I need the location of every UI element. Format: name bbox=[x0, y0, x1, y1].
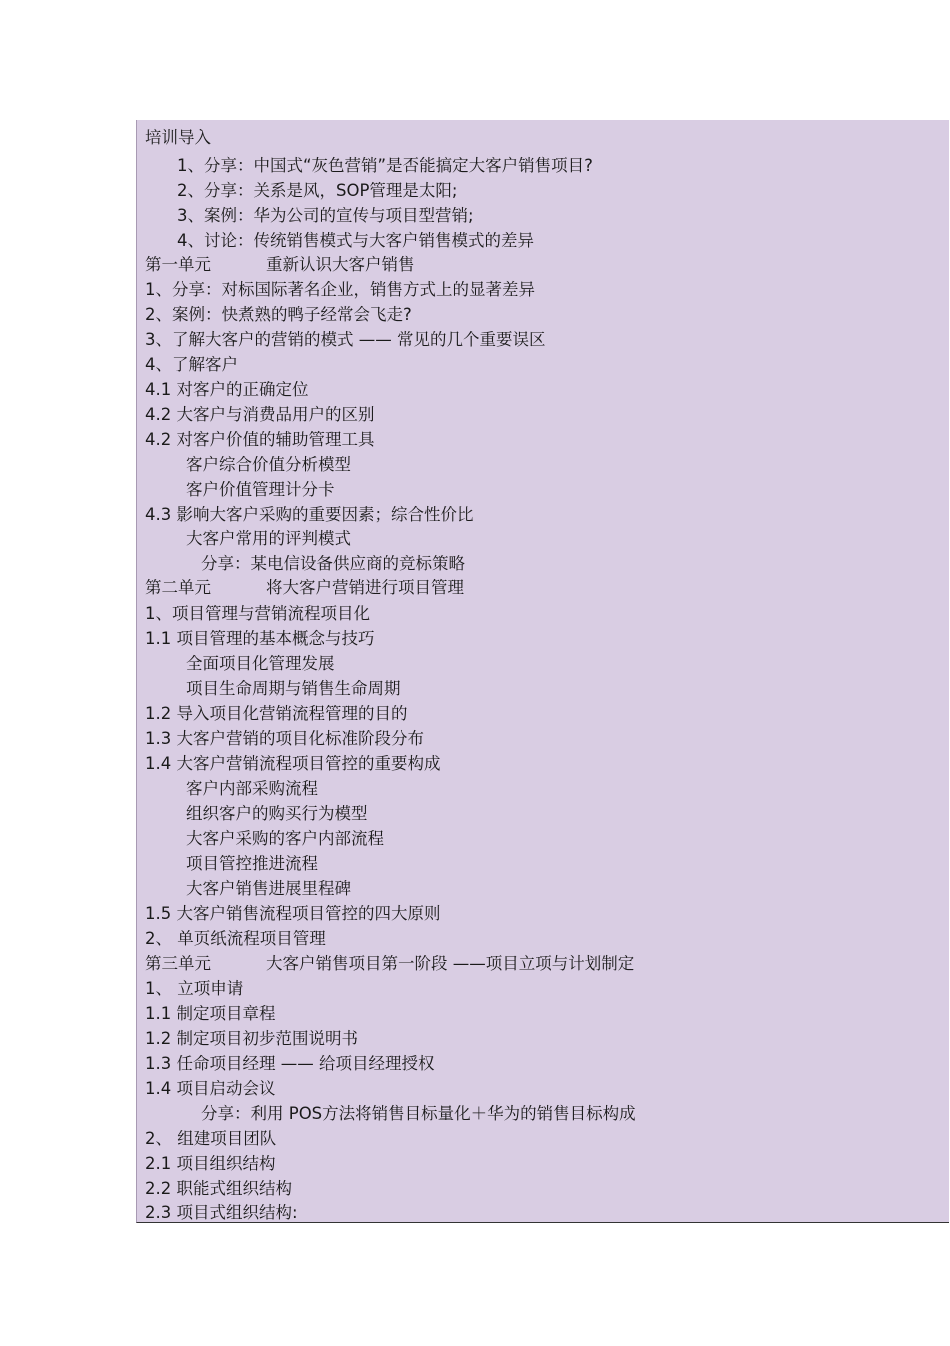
outline-line: 4.3 影响大客户采购的重要因素；综合性价比 bbox=[145, 505, 474, 524]
unit-title: 重新认识大客户销售 bbox=[266, 255, 415, 274]
outline-line: 1.3 大客户营销的项目化标准阶段分布 bbox=[145, 729, 424, 748]
outline-subline: 大客户销售进展里程碑 bbox=[186, 879, 351, 898]
outline-line: 1、分享：对标国际著名企业，销售方式上的显著差异 bbox=[145, 280, 535, 299]
outline-line: 1、项目管理与营销流程项目化 bbox=[145, 604, 370, 623]
outline-line: 2.3 项目式组织结构: bbox=[145, 1203, 298, 1222]
outline-line: 2、 单页纸流程项目管理 bbox=[145, 929, 326, 948]
outline-line: 1.2 导入项目化营销流程管理的目的 bbox=[145, 704, 408, 723]
share-line: 分享：某电信设备供应商的竞标策略 bbox=[201, 554, 465, 573]
outline-line: 1.1 制定项目章程 bbox=[145, 1004, 276, 1023]
outline-subline: 客户内部采购流程 bbox=[186, 779, 318, 798]
outline-line: 1.2 制定项目初步范围说明书 bbox=[145, 1029, 358, 1048]
outline-line: 2、案例：快煮熟的鸭子经常会飞走? bbox=[145, 305, 412, 324]
outline-subline: 组织客户的购买行为模型 bbox=[186, 804, 368, 823]
intro-item: 3、案例：华为公司的宣传与项目型营销; bbox=[177, 206, 474, 225]
outline-line: 1.1 项目管理的基本概念与技巧 bbox=[145, 629, 375, 648]
outline-line: 1.4 大客户营销流程项目管控的重要构成 bbox=[145, 754, 441, 773]
outline-subline: 客户价值管理计分卡 bbox=[186, 480, 335, 499]
outline-line: 2.2 职能式组织结构 bbox=[145, 1179, 292, 1198]
outline-line: 1.4 项目启动会议 bbox=[145, 1079, 276, 1098]
outline-line: 1.3 任命项目经理 —— 给项目经理授权 bbox=[145, 1054, 435, 1073]
outline-subline: 大客户采购的客户内部流程 bbox=[186, 829, 384, 848]
outline-subline: 大客户常用的评判模式 bbox=[186, 529, 351, 548]
outline-line: 4.2 对客户价值的辅助管理工具 bbox=[145, 430, 375, 449]
outline-subline: 全面项目化管理发展 bbox=[186, 654, 335, 673]
unit-title: 将大客户营销进行项目管理 bbox=[266, 578, 464, 597]
intro-item: 1、分享：中国式“灰色营销”是否能搞定大客户销售项目? bbox=[177, 156, 593, 175]
unit-label: 第二单元 bbox=[145, 578, 211, 597]
outline-subline: 项目管控推进流程 bbox=[186, 854, 318, 873]
unit-title: 大客户销售项目第一阶段 ——项目立项与计划制定 bbox=[266, 954, 635, 973]
outline-line: 2、 组建项目团队 bbox=[145, 1129, 277, 1148]
outline-line: 4、了解客户 bbox=[145, 355, 238, 374]
outline-subline: 项目生命周期与销售生命周期 bbox=[186, 679, 401, 698]
unit-label: 第三单元 bbox=[145, 954, 211, 973]
outline-line: 4.1 对客户的正确定位 bbox=[145, 380, 309, 399]
outline-line: 1.5 大客户销售流程项目管控的四大原则 bbox=[145, 904, 441, 923]
outline-line: 3、了解大客户的营销的模式 —— 常见的几个重要误区 bbox=[145, 330, 546, 349]
intro-item: 2、分享：关系是风，SOP管理是太阳; bbox=[177, 181, 458, 200]
outline-line: 1、 立项申请 bbox=[145, 979, 244, 998]
outline-line: 4.2 大客户与消费品用户的区别 bbox=[145, 405, 375, 424]
outline-subline: 客户综合价值分析模型 bbox=[186, 455, 351, 474]
intro-item: 4、讨论：传统销售模式与大客户销售模式的差异 bbox=[177, 231, 534, 250]
unit-label: 第一单元 bbox=[145, 255, 211, 274]
outline-line: 2.1 项目组织结构 bbox=[145, 1154, 276, 1173]
outline-panel bbox=[136, 120, 949, 1223]
intro-title: 培训导入 bbox=[145, 128, 211, 147]
unit-heading bbox=[145, 575, 464, 600]
unit-heading bbox=[145, 951, 634, 976]
unit-heading bbox=[145, 252, 415, 277]
share-line: 分享：利用 POS方法将销售目标量化＋华为的销售目标构成 bbox=[201, 1104, 636, 1123]
